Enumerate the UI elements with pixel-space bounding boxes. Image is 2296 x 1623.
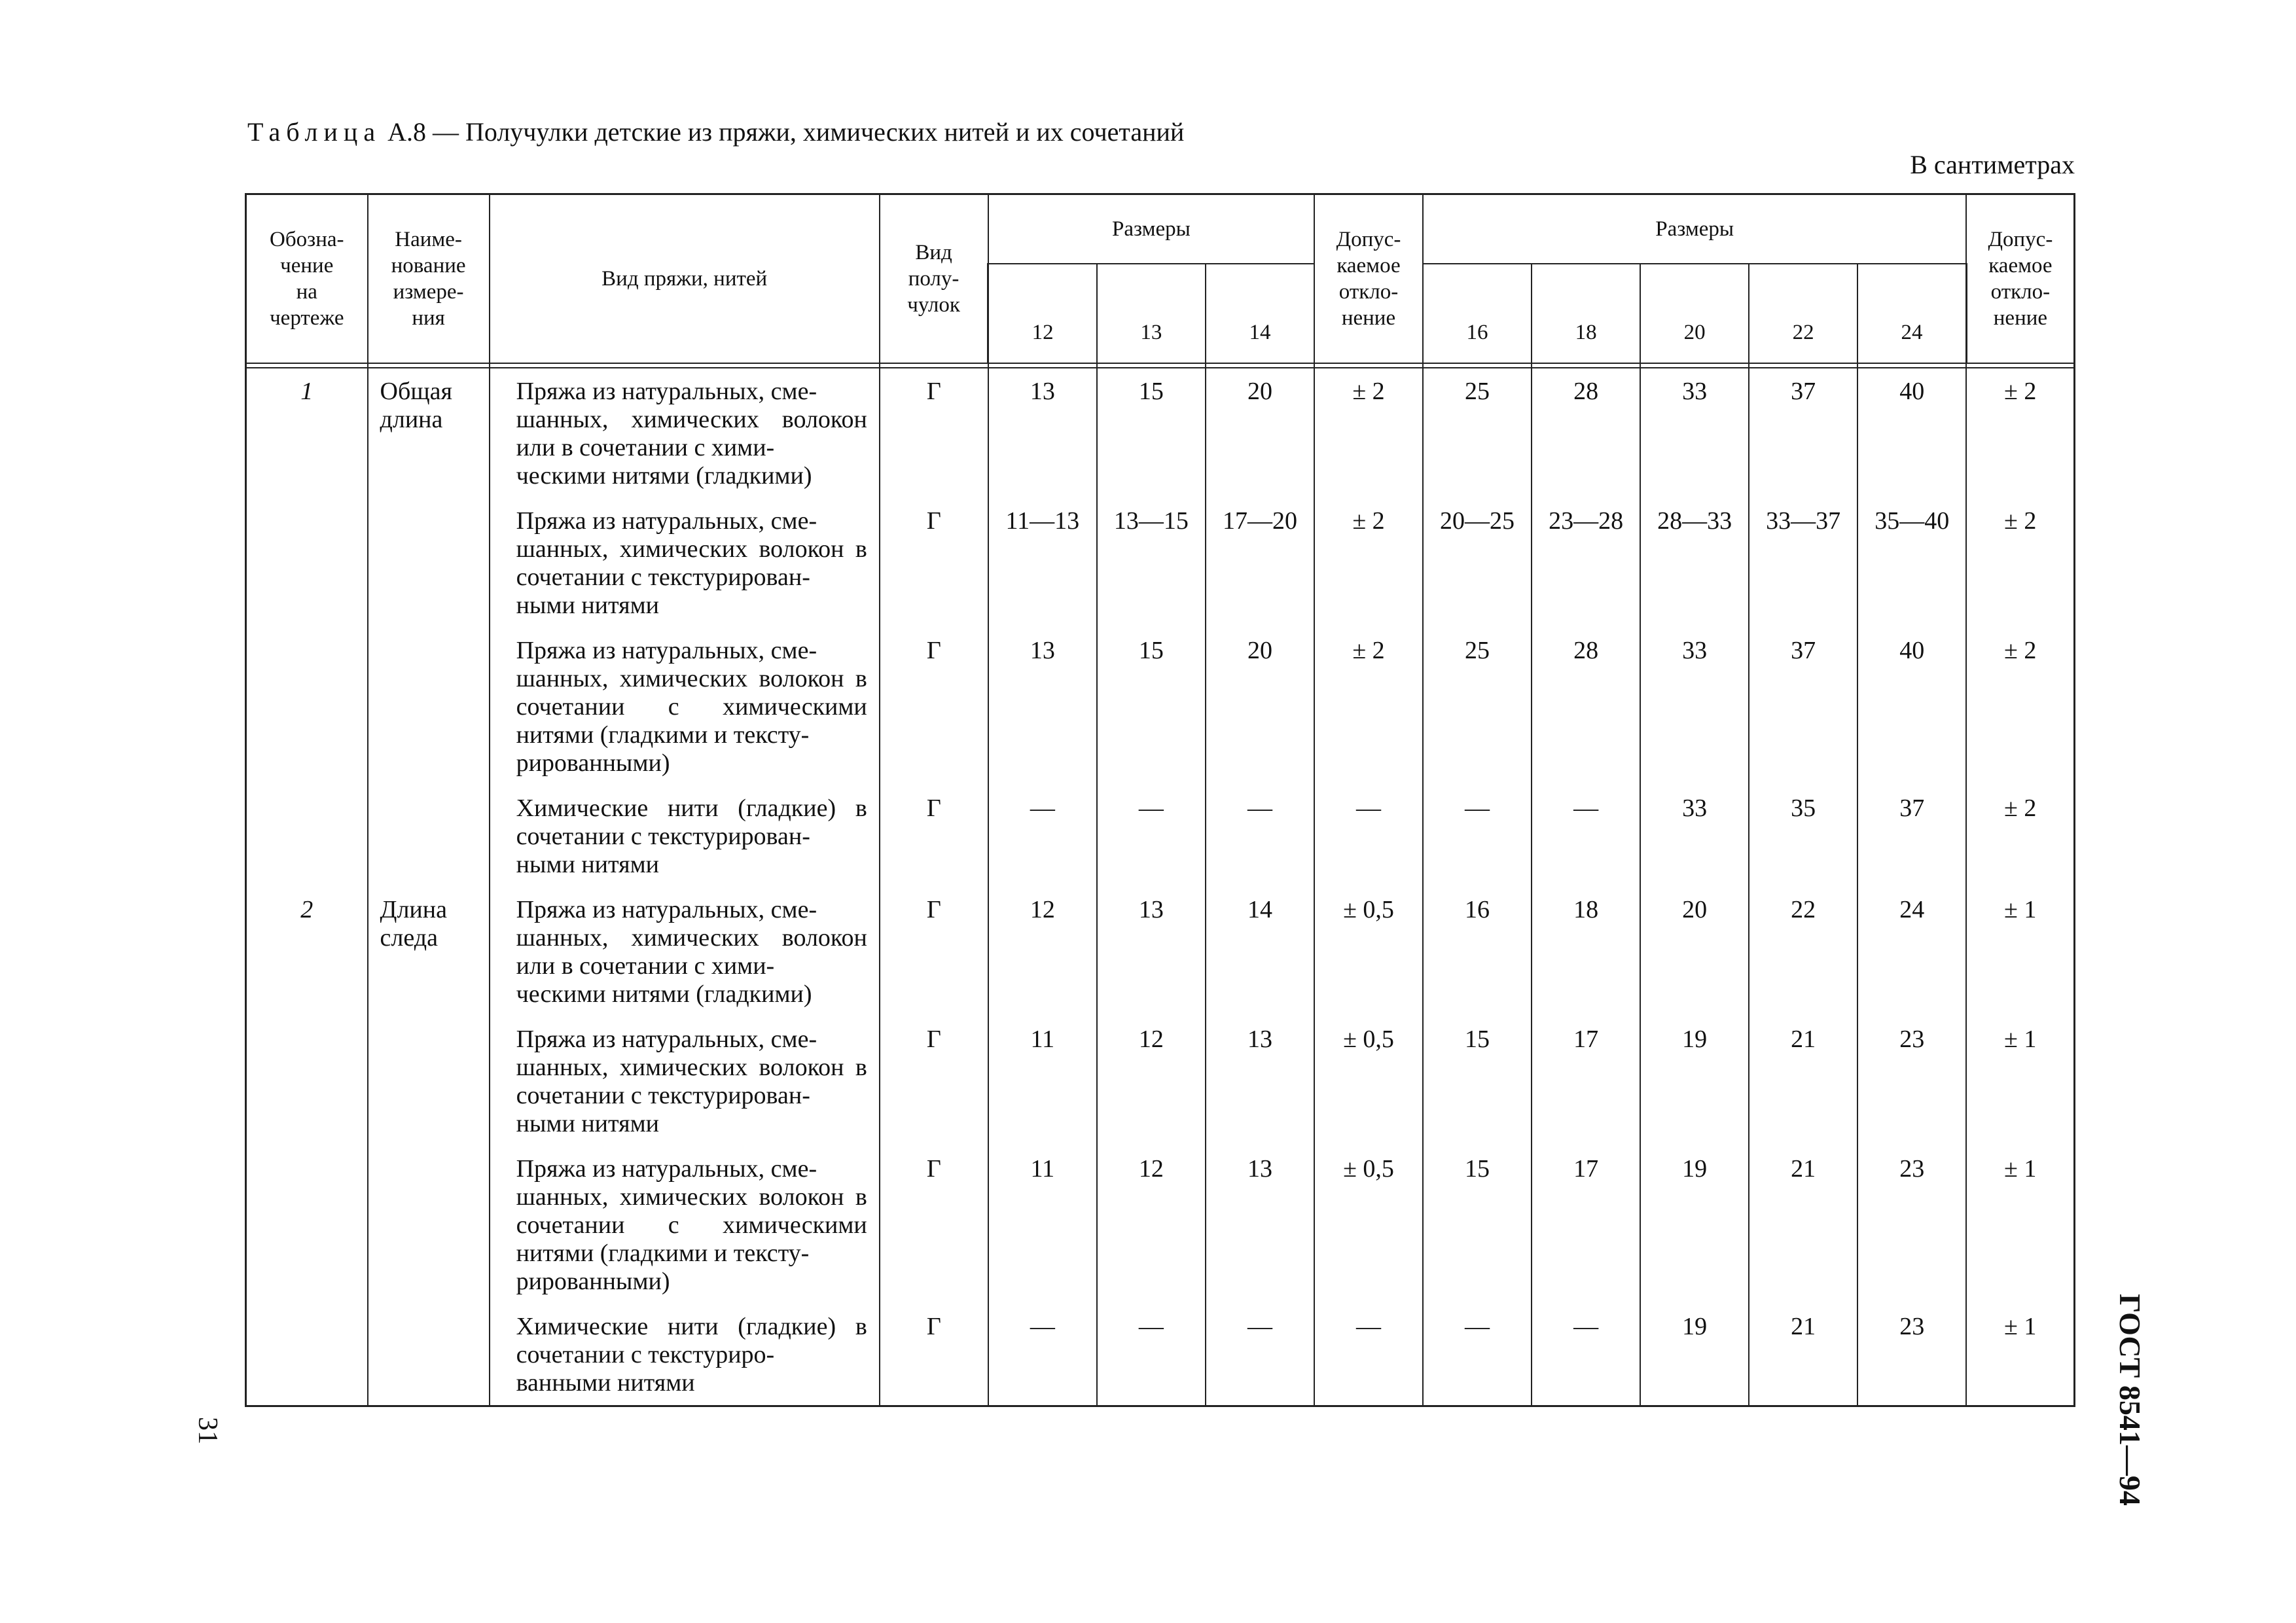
- table-row: [246, 1016, 2075, 1146]
- cell-measurement-name: Общая длина: [368, 368, 490, 498]
- cell-size-14: —: [1206, 1304, 1314, 1406]
- table-row: [246, 887, 2075, 1016]
- header-yarn-type: Вид пряжи, нитей: [490, 194, 880, 364]
- cell-size-14: 13: [1206, 1016, 1314, 1146]
- cell-size-12: 13: [988, 368, 1097, 498]
- cell-tolerance1: ± 0,5: [1314, 887, 1423, 1016]
- cell-size-20: 19: [1640, 1016, 1749, 1146]
- cell-designation: 1: [246, 368, 368, 498]
- header-tolerance1: Допус- каемое откло- нение: [1314, 194, 1423, 364]
- cell-size-22: 37: [1749, 628, 1857, 785]
- cell-size-16: 16: [1423, 887, 1532, 1016]
- cell-measurement-name: [368, 1146, 490, 1304]
- standard-id: ГОСТ 8541—94: [2113, 1294, 2147, 1506]
- cell-size-24: 23: [1857, 1016, 1966, 1146]
- cell-measurement-name: [368, 1304, 490, 1406]
- page-number: 31: [192, 1417, 223, 1444]
- cell-size-20: 33: [1640, 628, 1749, 785]
- cell-size-18: 17: [1532, 1016, 1640, 1146]
- cell-size-14: —: [1206, 785, 1314, 887]
- cell-size-18: —: [1532, 1304, 1640, 1406]
- table-body: [246, 368, 2075, 1406]
- cell-tolerance2: ± 2: [1966, 368, 2074, 498]
- cell-designation: [246, 498, 368, 628]
- cell-tolerance1: ± 2: [1314, 628, 1423, 785]
- cell-measurement-name: Длина следа: [368, 887, 490, 1016]
- cell-size-14: 13: [1206, 1146, 1314, 1304]
- cell-size-20: 28—33: [1640, 498, 1749, 628]
- cell-size-20: 19: [1640, 1146, 1749, 1304]
- cell-size-14: 20: [1206, 628, 1314, 785]
- cell-size-22: 22: [1749, 887, 1857, 1016]
- cell-size-16: 15: [1423, 1016, 1532, 1146]
- cell-tolerance2: ± 2: [1966, 785, 2074, 887]
- table-row: [246, 498, 2075, 628]
- cell-yarn-type: Пряжа из натуральных, сме- шанных, химических волокон или в сочетании с хими- ческими нитями (гладкими): [490, 887, 880, 1016]
- cell-size-24: 24: [1857, 887, 1966, 1016]
- cell-size-13: 15: [1097, 628, 1206, 785]
- cell-tolerance2: ± 1: [1966, 887, 2074, 1016]
- cell-size-13: 12: [1097, 1016, 1206, 1146]
- cell-yarn-type: Пряжа из натуральных, сме- шанных, химических волокон в сочетании с химическими нитями (гладкими и тексту- рированными): [490, 628, 880, 785]
- cell-tolerance1: ± 2: [1314, 498, 1423, 628]
- cell-size-12: —: [988, 785, 1097, 887]
- cell-tolerance2: ± 1: [1966, 1146, 2074, 1304]
- header-sizes-group2: Размеры: [1423, 194, 1966, 264]
- cell-size-24: 40: [1857, 628, 1966, 785]
- cell-size-14: 14: [1206, 887, 1314, 1016]
- header-double-rule: [246, 363, 2075, 368]
- cell-tolerance2: ± 2: [1966, 628, 2074, 785]
- cell-measurement-name: [368, 785, 490, 887]
- header-sock-type: Вид полу- чулок: [880, 194, 988, 364]
- cell-size-12: 11: [988, 1146, 1097, 1304]
- cell-size-13: —: [1097, 1304, 1206, 1406]
- cell-size-22: 33—37: [1749, 498, 1857, 628]
- cell-sock-type: Г: [880, 887, 988, 1016]
- cell-size-12: —: [988, 1304, 1097, 1406]
- cell-size-22: 21: [1749, 1016, 1857, 1146]
- table-title-prefix: Таблица: [247, 117, 382, 147]
- header-size-13: 13: [1097, 264, 1206, 363]
- cell-size-16: 25: [1423, 368, 1532, 498]
- cell-size-16: —: [1423, 1304, 1532, 1406]
- cell-size-24: 40: [1857, 368, 1966, 498]
- cell-measurement-name: [368, 628, 490, 785]
- cell-designation: [246, 1146, 368, 1304]
- cell-size-18: 17: [1532, 1146, 1640, 1304]
- cell-sock-type: Г: [880, 1146, 988, 1304]
- cell-size-12: 11: [988, 1016, 1097, 1146]
- cell-tolerance1: —: [1314, 785, 1423, 887]
- cell-size-24: 23: [1857, 1304, 1966, 1406]
- cell-size-20: 20: [1640, 887, 1749, 1016]
- header-size-12: 12: [988, 264, 1097, 363]
- cell-size-18: 28: [1532, 368, 1640, 498]
- cell-designation: [246, 1016, 368, 1146]
- cell-size-22: 35: [1749, 785, 1857, 887]
- header-size-22: 22: [1749, 264, 1857, 363]
- cell-size-14: 17—20: [1206, 498, 1314, 628]
- cell-yarn-type: Пряжа из натуральных, сме- шанных, химических волокон в сочетании с химическими нитями (гладкими и тексту- рированными): [490, 1146, 880, 1304]
- table-row: [246, 628, 2075, 785]
- cell-size-16: 20—25: [1423, 498, 1532, 628]
- cell-size-24: 35—40: [1857, 498, 1966, 628]
- cell-tolerance1: ± 0,5: [1314, 1146, 1423, 1304]
- cell-size-18: 23—28: [1532, 498, 1640, 628]
- cell-tolerance2: ± 1: [1966, 1304, 2074, 1406]
- cell-size-13: 12: [1097, 1146, 1206, 1304]
- cell-tolerance1: ± 0,5: [1314, 1016, 1423, 1146]
- cell-size-14: 20: [1206, 368, 1314, 498]
- cell-size-22: 37: [1749, 368, 1857, 498]
- cell-size-12: 11—13: [988, 498, 1097, 628]
- cell-size-16: 25: [1423, 628, 1532, 785]
- cell-tolerance1: ± 2: [1314, 368, 1423, 498]
- header-size-20: 20: [1640, 264, 1749, 363]
- cell-tolerance2: ± 2: [1966, 498, 2074, 628]
- cell-size-18: —: [1532, 785, 1640, 887]
- cell-yarn-type: Химические нити (гладкие) в сочетании с текстурирован- ными нитями: [490, 785, 880, 887]
- cell-designation: [246, 785, 368, 887]
- table-row: [246, 368, 2075, 498]
- cell-yarn-type: Пряжа из натуральных, сме- шанных, химических волокон или в сочетании с хими- ческими нитями (гладкими): [490, 368, 880, 498]
- cell-size-13: 13: [1097, 887, 1206, 1016]
- cell-size-24: 37: [1857, 785, 1966, 887]
- cell-size-18: 28: [1532, 628, 1640, 785]
- cell-designation: 2: [246, 887, 368, 1016]
- cell-size-22: 21: [1749, 1304, 1857, 1406]
- cell-yarn-type: Химические нити (гладкие) в сочетании с текстуриро- ванными нитями: [490, 1304, 880, 1406]
- cell-sock-type: Г: [880, 785, 988, 887]
- header-measurement-name: Наиме- нование измере- ния: [368, 194, 490, 364]
- cell-size-16: —: [1423, 785, 1532, 887]
- units-note: В сантиметрах: [1910, 150, 2075, 179]
- cell-tolerance2: ± 1: [1966, 1016, 2074, 1146]
- table-title: [247, 116, 1184, 148]
- cell-sock-type: Г: [880, 368, 988, 498]
- cell-designation: [246, 1304, 368, 1406]
- cell-size-12: 13: [988, 628, 1097, 785]
- cell-size-16: 15: [1423, 1146, 1532, 1304]
- cell-size-20: 19: [1640, 1304, 1749, 1406]
- header-designation: Обозна- чение на чертеже: [246, 194, 368, 364]
- cell-yarn-type: Пряжа из натуральных, сме- шанных, химических волокон в сочетании с текстурирован- ными нитями: [490, 498, 880, 628]
- cell-size-18: 18: [1532, 887, 1640, 1016]
- cell-size-24: 23: [1857, 1146, 1966, 1304]
- cell-size-13: 15: [1097, 368, 1206, 498]
- cell-size-20: 33: [1640, 368, 1749, 498]
- cell-size-20: 33: [1640, 785, 1749, 887]
- header-size-18: 18: [1532, 264, 1640, 363]
- cell-sock-type: Г: [880, 498, 988, 628]
- table-title-text: А.8 — Получулки детские из пряжи, химических нитей и их сочетаний: [387, 117, 1185, 147]
- header-sizes-group1: Размеры: [988, 194, 1314, 264]
- header-size-14: 14: [1206, 264, 1314, 363]
- header-size-16: 16: [1423, 264, 1532, 363]
- table-row: [246, 1146, 2075, 1304]
- size-table: [245, 193, 2075, 1407]
- table-row: [246, 785, 2075, 887]
- cell-sock-type: Г: [880, 1304, 988, 1406]
- cell-size-22: 21: [1749, 1146, 1857, 1304]
- cell-designation: [246, 628, 368, 785]
- cell-tolerance1: —: [1314, 1304, 1423, 1406]
- cell-size-12: 12: [988, 887, 1097, 1016]
- header-size-24: 24: [1857, 264, 1966, 363]
- cell-yarn-type: Пряжа из натуральных, сме- шанных, химических волокон в сочетании с текстурирован- ными нитями: [490, 1016, 880, 1146]
- cell-measurement-name: [368, 498, 490, 628]
- cell-size-13: 13—15: [1097, 498, 1206, 628]
- cell-sock-type: Г: [880, 628, 988, 785]
- header-tolerance2: Допус- каемое откло- нение: [1966, 194, 2074, 364]
- cell-sock-type: Г: [880, 1016, 988, 1146]
- size-table-container: [245, 193, 2075, 1407]
- table-row: [246, 1304, 2075, 1406]
- cell-measurement-name: [368, 1016, 490, 1146]
- cell-size-13: —: [1097, 785, 1206, 887]
